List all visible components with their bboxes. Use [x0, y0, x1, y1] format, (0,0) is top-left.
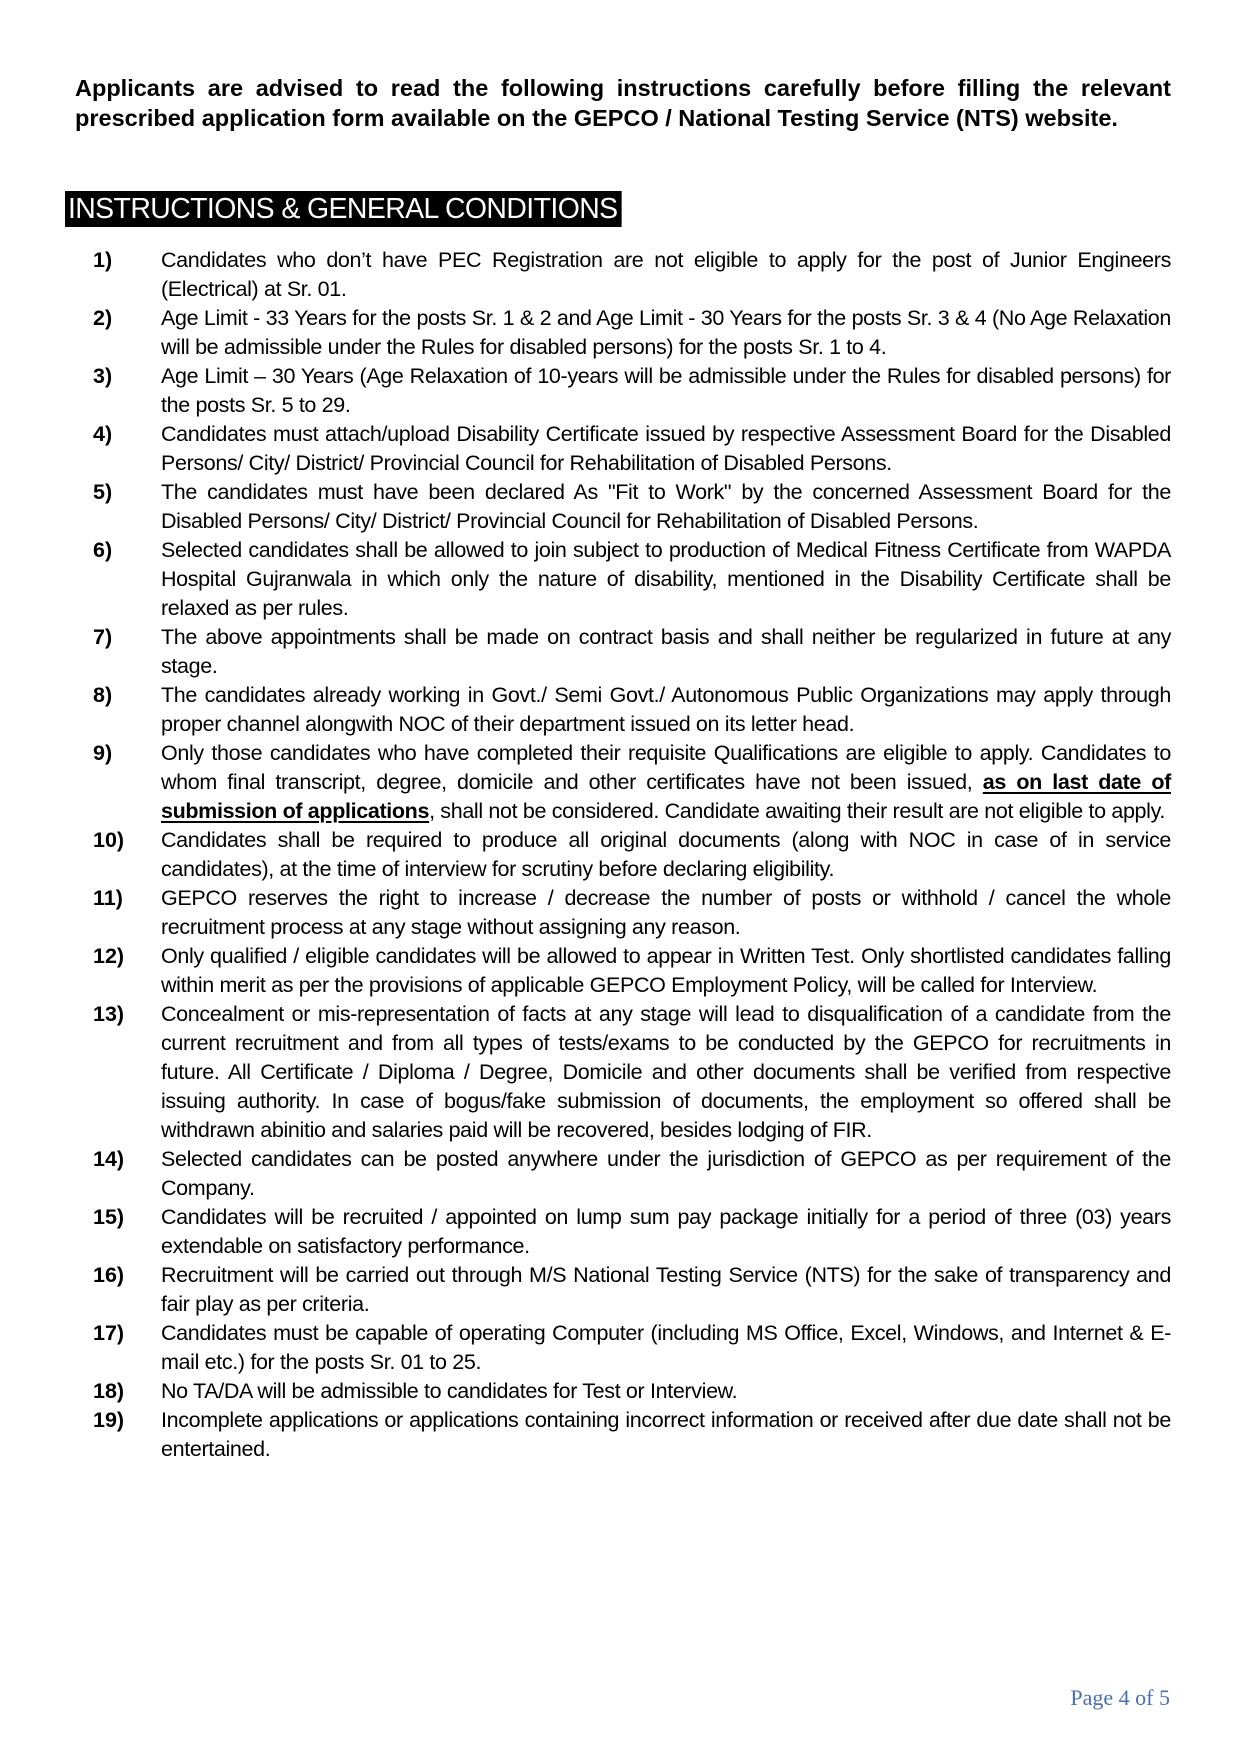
- instruction-item-14: [0, 1145, 1240, 1203]
- instruction-number: 17): [93, 1321, 125, 1345]
- instruction-number: 4): [93, 422, 113, 446]
- instruction-number: 12): [93, 944, 125, 968]
- instruction-text: The candidates must have been declared As "Fit to Work" by the concerned Assessment Board for the Disabled Persons/ City/ District/ Provincial Council for Rehabilitation of Disabled Persons.: [161, 480, 1171, 533]
- instruction-number: 5): [93, 480, 113, 504]
- instruction-text: Incomplete applications or applications containing incorrect information or received after due date shall not be entertained.: [161, 1408, 1171, 1461]
- instruction-number: 10): [93, 828, 125, 852]
- emphasized-deadline-text: as on last date of submission of applications: [161, 770, 1171, 823]
- instruction-item-5: [0, 478, 1240, 536]
- instruction-item-9: [0, 739, 1240, 826]
- page-number: Page 4 of 5: [1070, 1685, 1170, 1710]
- instruction-text: Candidates must attach/upload Disability Certificate issued by respective Assessment Board for the Disabled Persons/ City/ District/ Provincial Council for Rehabilitation of Disabled Persons.: [161, 422, 1171, 475]
- instruction-number: 11): [93, 886, 123, 910]
- instruction-item-10: [0, 826, 1240, 884]
- instruction-item-15: [0, 1203, 1240, 1261]
- instruction-item-13: [0, 1000, 1240, 1145]
- instruction-item-18: [0, 1377, 1240, 1406]
- instruction-number: 7): [93, 625, 113, 649]
- instruction-text: Concealment or mis-representation of facts at any stage will lead to disqualification of a candidate from the current recruitment and from all types of tests/exams to be conducted by the GEPCO for recruitments in future. All Certificate / Diploma / Degree, Domicile and other documents shall be verified from respective issuing authority. In case of bogus/fake submission of documents, the employment so offered shall be withdrawn abinitio and salaries paid will be recovered, besides lodging of FIR.: [161, 1002, 1171, 1142]
- instruction-item-17: [0, 1319, 1240, 1377]
- instruction-item-19: [0, 1406, 1240, 1464]
- section-heading: INSTRUCTIONS & GENERAL CONDITIONS: [65, 191, 621, 227]
- instruction-text: GEPCO reserves the right to increase / decrease the number of posts or withhold / cancel the whole recruitment process at any stage without assigning any reason.: [161, 886, 1171, 939]
- instruction-number: 3): [93, 364, 113, 388]
- instruction-text: Recruitment will be carried out through M/S National Testing Service (NTS) for the sake of transparency and fair play as per criteria.: [161, 1263, 1171, 1316]
- instruction-item-3: [0, 362, 1240, 420]
- instruction-text: The above appointments shall be made on contract basis and shall neither be regularized in future at any stage.: [161, 625, 1171, 678]
- instruction-number: 14): [93, 1147, 125, 1171]
- intro-paragraph: Applicants are advised to read the following instructions carefully before filling the relevant prescribed application form available on the GEPCO / National Testing Service (NTS) website.: [75, 75, 1171, 131]
- instruction-text: Candidates must be capable of operating Computer (including MS Office, Excel, Windows, and Internet & E-mail etc.) for the posts Sr. 01 to 25.: [161, 1321, 1171, 1374]
- instruction-text: Age Limit – 30 Years (Age Relaxation of 10-years will be admissible under the Rules for disabled persons) for the posts Sr. 5 to 29.: [161, 364, 1171, 417]
- instruction-text: No TA/DA will be admissible to candidates for Test or Interview.: [161, 1379, 738, 1403]
- instruction-text: Candidates shall be required to produce all original documents (along with NOC in case of in service candidates), at the time of interview for scrutiny before declaring eligibility.: [161, 828, 1171, 881]
- instruction-number: 8): [93, 683, 113, 707]
- instruction-item-7: [0, 623, 1240, 681]
- instruction-number: 6): [93, 538, 113, 562]
- instruction-item-1: [0, 246, 1240, 304]
- instruction-text: Selected candidates can be posted anywhere under the jurisdiction of GEPCO as per requirement of the Company.: [161, 1147, 1171, 1200]
- instructions-list: [0, 246, 1240, 1464]
- instruction-text: Candidates will be recruited / appointed on lump sum pay package initially for a period of three (03) years extendable on satisfactory performance.: [161, 1205, 1171, 1258]
- instruction-number: 19): [93, 1408, 125, 1432]
- instruction-text: Selected candidates shall be allowed to join subject to production of Medical Fitness Certificate from WAPDA Hospital Gujranwala in which only the nature of disability, mentioned in the Disability Certificate shall be relaxed as per rules.: [161, 538, 1171, 620]
- instruction-item-16: [0, 1261, 1240, 1319]
- instruction-number: 15): [93, 1205, 125, 1229]
- instruction-item-11: [0, 884, 1240, 942]
- instruction-text: Candidates who don’t have PEC Registration are not eligible to apply for the post of Junior Engineers (Electrical) at Sr. 01.: [161, 248, 1171, 301]
- instruction-item-8: [0, 681, 1240, 739]
- instruction-text: Only qualified / eligible candidates will be allowed to appear in Written Test. Only shortlisted candidates falling within merit as per the provisions of applicable GEPCO Employment Policy, will be called for Interview.: [161, 944, 1171, 997]
- instruction-text: The candidates already working in Govt./ Semi Govt./ Autonomous Public Organizations may apply through proper channel alongwith NOC of their department issued on its letter head.: [161, 683, 1171, 736]
- instruction-number: 2): [93, 306, 113, 330]
- instruction-number: 16): [93, 1263, 125, 1287]
- instruction-number: 1): [93, 248, 113, 272]
- instruction-text-before: Only those candidates who have completed their requisite Qualifications are eligible to apply. Candidates to whom final transcript, degree, domicile and other certificates have not been issued,: [161, 741, 1171, 794]
- instruction-item-6: [0, 536, 1240, 623]
- instruction-text: Age Limit - 33 Years for the posts Sr. 1 & 2 and Age Limit - 30 Years for the posts Sr. 3 & 4 (No Age Relaxation will be admissible under the Rules for disabled persons) for the posts Sr. 1 to 4.: [161, 306, 1171, 359]
- instruction-number: 13): [93, 1002, 125, 1026]
- instruction-item-12: [0, 942, 1240, 1000]
- instruction-number: 9): [93, 741, 113, 765]
- instruction-text-after: , shall not be considered. Candidate awaiting their result are not eligible to apply.: [429, 799, 1166, 823]
- instruction-text: [161, 739, 1171, 826]
- instruction-item-2: [0, 304, 1240, 362]
- instruction-number: 18): [93, 1379, 125, 1403]
- instruction-item-4: [0, 420, 1240, 478]
